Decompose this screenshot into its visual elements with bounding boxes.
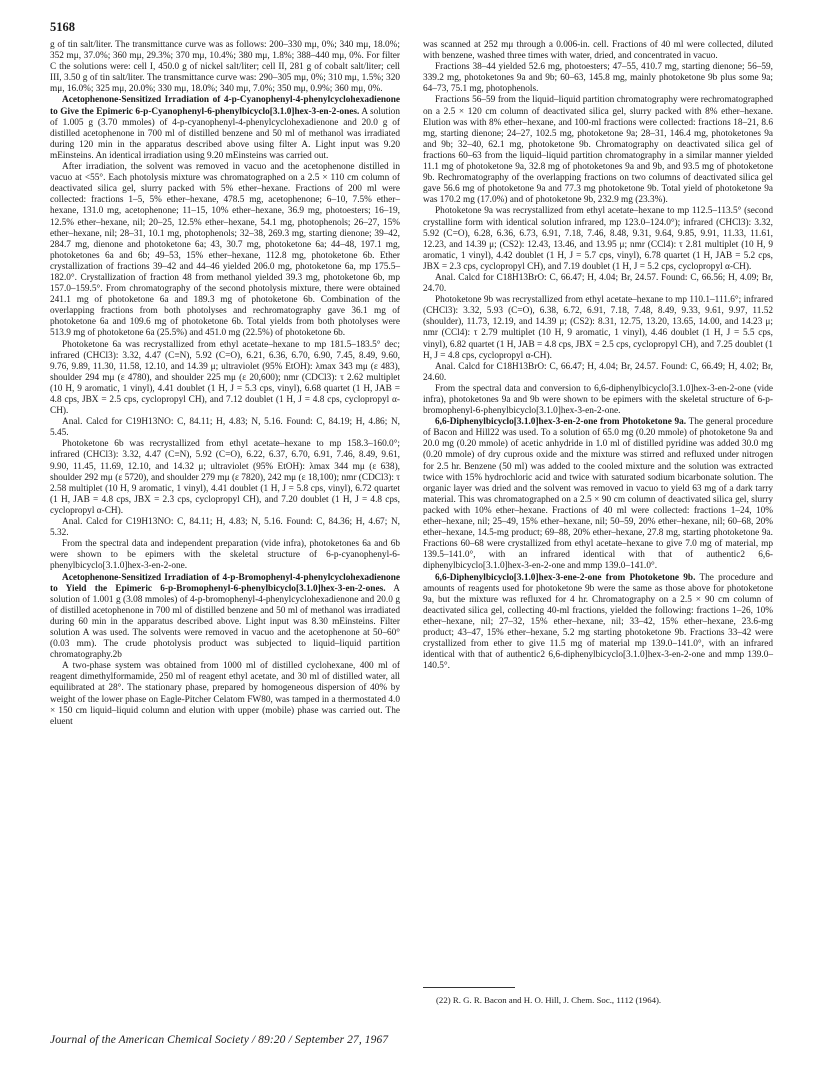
paragraph-text: After irradiation, the solvent was removed in vacuo and the acetophenone distilled in vacuo at <55°. Each photolysis mixture was chromatographed on a 2.5 × 110 cm column of deactivated silica gel, slurry packed with 5% ether–hexane. Fractions of 200 ml were collected: fractions 1–5, 5% ether–hexane, 478.5 mg, acetophenone; 6–10, 7.5% ether–hexane, 131.0 mg, acetophenone; 11–15, 10% ether–hexane, 36.9 mg, photoesters; 16–19, 12.5% ether–hexane, nil; 20–25, 12.5% ether–hexane, 54.1 mg, photophenols; 26–27, 15% ether–hexane, nil; 28–31, 10.1 mg, photophenols; 32–38, 269.3 mg, starting dienone; 39–42, 284.7 mg, dienone and photoketone 6a; 43, 30.7 mg, photoketone 6a; 44–48, 197.1 mg, photoketones 6a and 6b; 49–53, 15% ether–hexane, 112.8 mg, photoketone 6b. Ether crystallization of fractions 39–42 and 44–46 yielded 206.0 mg, photoketone 6a, mp 175.5–182.0°. Crystallization of fraction 48 from methanol yielded 39.3 mg, photoketone 6b, mp 157.0–159.5°. From chromatography of the second photolysis mixture, there were obtained 241.1 mg of photoketone 6a and 189.3 mg of photoketone 6b. Combination of the overlapping fractions from both photolyses and rechromatography gave 36.1 mg of photoketone 6a and 109.6 mg of photoketone 6b. Total yields from both photolyses were 513.9 mg of photoketone 6a (25.5%) and 451.0 mg (22.5%) of photoketone 6b. (50, 162, 400, 339)
paragraph (50, 95, 400, 162)
paragraph (50, 573, 400, 662)
right-text-column (423, 40, 773, 672)
paragraph-text: g of tin salt/liter. The transmittance curve was as follows: 200–330 mμ, 0%; 340 mμ, 18.0%; 352 mμ, 37.0%; 360 mμ, 29.3%; 370 mμ, 10.4%; 380 mμ, 1.8%; 388–440 mμ, 0%. For filter C the solutions were: cell I, 450.0 g of nickel salt/liter; cell II, 281 g of cobalt salt/liter; cell III, 3.50 g of tin salt/liter. The transmittance curve was: 290–305 mμ, 0%; 310 mμ, 1.5%; 320 mμ, 16.0%; 325 mμ, 20.0%; 330 mμ, 18.0%; 340 mμ, 7.0%; 350 mμ, 0.9%; 360 mμ, 0%. (50, 40, 400, 95)
paragraph-text: From the spectral data and conversion to 6,6-diphenylbicyclo[3.1.0]hex-3-en-2-one (vide infra), photoketones 9a and 9b were shown to be epimers with the skeletal structure of 6-p-bromophenyl-6-phenylbicyclo[3.1.0]hex-3-en-2-one. (423, 383, 773, 417)
paragraph (423, 95, 773, 206)
paragraph (423, 417, 773, 572)
paragraph-text: Photoketone 6a was recrystallized from ethyl acetate–hexane to mp 181.5–183.5° dec; infrared (CHCl3): 3.32, 4.47 (C≡N), 5.92 (C=O), 6.21, 6.36, 6.70, 6.90, 7.45, 8.49, 9.60, 9.76, 9.89, 11.30, 11.58, 12.10, and 14.39 μ; ultraviolet (95% EtOH): λmax 343 mμ (ε 483), shoulder 294 mμ (ε 4780), and shoulder 225 mμ (ε 20,600); nmr (CDCl3): τ 2.62 multiplet (10 H, 9 aromatic, 1 vinyl), 4.41 doublet (1 H, J = 5.3 cps, vinyl), 6.68 quartet (1 H, JAB = 4.8 cps, JBX = 2.5 cps, cyclopropyl CH), and 7.12 doublet (1 H, J = 4.8 cps, cyclopropyl α-CH). (50, 339, 400, 417)
section-heading: Acetophenone-Sensitized Irradiation of 4-p-Bromophenyl-4-phenylcyclohexadienone to Yield the Epimeric 6-p-Bromophenyl-6-phenylbicyclo[3.1.0]hex-3-en-2-ones. (50, 572, 400, 594)
section-heading: 6,6-Diphenylbicyclo[3.1.0]hex-3-ene-2-one from Photoketone 9b. (435, 572, 696, 583)
paragraph (50, 340, 400, 418)
footnote-divider (423, 987, 515, 988)
footnote-reference: (22) R. G. R. Bacon and H. O. Hill, J. Chem. Soc., 1112 (1964). (436, 995, 662, 1005)
section-heading: Acetophenone-Sensitized Irradiation of 4-p-Cyanophenyl-4-phenylcyclohexadienone to Give the Epimeric 6-p-Cyanophenyl-6-phenylbicyclo[3.1.0]hex-3-en-2-ones. (50, 95, 400, 117)
paragraph-text: A solution of 1.001 g (3.08 mmoles) of 4-p-bromophenyl-4-phenylcyclohexadienone and 20.0 g of distilled acetophenone in 700 ml of distilled benzene and 50 ml of methanol was irradiated during 60 min in the apparatus described above. Light input was 8.30 mEinsteins. Filter solution A was used. The solvents were removed in vacuo and the acetophenone at 50–60° (0.03 mm). The crude photolysis product was subjected to liquid–liquid partition chromatography.2b (50, 583, 400, 661)
section-heading: 6,6-Diphenylbicyclo[3.1.0]hex-3-en-2-one from Photoketone 9a. (435, 417, 687, 428)
paragraph-text: Photoketone 9b was recrystallized from ethyl acetate–hexane to mp 110.1–111.6°; infrared (CHCl3): 3.32, 5.93 (C=O), 6.38, 6.72, 6.91, 7.18, 7.48, 8.49, 9.33, 9.61, 9.97, 11.52 (shoulder), 11.73, 12.19, and 14.39 μ; (CS2): 8.31, 12.75, 13.20, 13.65, 14.00, and 14.23 μ; nmr (CCl4): τ 2.79 multiplet (10 H, 9 aromatic, 1 vinyl), 4.46 doublet (1 H, J = 5.5 cps, vinyl), 6.82 quartet (1 H, JAB = 4.8 cps, JBX = 2.5 cps, cyclopropyl CH), and 7.25 doublet (1 H, J = 4.8 cps, cyclopropyl α-CH). (423, 295, 773, 361)
paragraph (423, 40, 773, 62)
page-number: 5168 (50, 20, 75, 34)
paragraph (423, 384, 773, 417)
paragraph-text: Fractions 56–59 from the liquid–liquid partition chromatography were rechromatographed on a 2.5 × 120 cm column of deactivated silica gel, slurry packed with 8% ether–hexane. Elution was with 8% ether–hexane, and 100-ml fractions were collected: fractions 18–21, 8.6 mg, starting dienone; 24–27, 102.5 mg, photoketone 9a; 28–31, 146.4 mg, photoketones 9a and 9b; 32–40, 62.1 mg, photoketone 9b. Chromatography on deactivated silica gel of fractions 60–63 from the liquid–liquid partition chromatography in a similar manner yielded 11.1 mg of photoketone 9a, 32.8 mg of photoketones 9a and 9b, and 93.5 mg of photoketone 9b. Rechromatography of the overlapping fractions on two columns of deactivated silica gel gave 56.6 mg of photoketone 9a and 77.3 mg photoketone 9b. Total yield of photoketone 9a was 170.2 mg (17.0%) and of photoketone 9b, 232.9 mg (23.3%). (423, 95, 773, 206)
paragraph (423, 573, 773, 673)
left-text-column (50, 40, 400, 728)
paragraph-text: A two-phase system was obtained from 1000 ml of distilled cyclohexane, 400 ml of reagent dimethylformamide, 250 ml of reagent ethyl acetate, and 30 ml of distilled water, all equilibrated at 28°. The stationary phase, prepared by homogeneous dispersion of 40% by weight of the lower phase on Eagle-Pitcher Celatom FW80, was tamped in a thermostated 4.0 × 150 cm liquid–liquid column and elution with upper (mobile) phase was carried out. The eluent (50, 661, 400, 727)
paragraph-text: Anal. Calcd for C18H13BrO: C, 66.47; H, 4.04; Br, 24.57. Found: C, 66.49; H, 4.02; Br, 24.60. (423, 361, 773, 383)
paragraph (423, 62, 773, 95)
paragraph (50, 539, 400, 572)
paragraph-text: From the spectral data and independent preparation (vide infra), photoketones 6a and 6b were shown to be epimers with the skeletal structure of 6-p-cyanophenyl-6-phenylbicyclo[3.1.0]hex-3-en-2-one. (50, 539, 400, 572)
paragraph (50, 439, 400, 517)
paragraph-text: Photoketone 9a was recrystallized from ethyl acetate–hexane to mp 112.5–113.5° (second crystalline form with identical solution infrared, mp 123.0–124.0°); infrared (CHCl3): 3.32, 5.92 (C=O), 6.28, 6.36, 6.73, 6.91, 7.18, 7.46, 8.48, 9.31, 9.64, 9.85, 9.91, 11.33, 11.61, 12.23, and 14.39 μ; (CS2): 12.43, 13.46, and 13.95 μ; nmr (CCl4): τ 2.81 multiplet (10 H, 9 aromatic, 1 vinyl), 4.42 doublet (1 H, J = 5.7 cps, vinyl), 6.78 quartet (1 H, JAB = 5.2 cps, JBX = 2.3 cps, cyclopropyl CH), and 7.19 doublet (1 H, J = 5.2 cps, cyclopropyl α-CH). (423, 206, 773, 272)
paragraph-text: was scanned at 252 mμ through a 0.006-in. cell. Fractions of 40 ml were collected, diluted with benzene, washed three times with water, dried, and concentrated in vacuo. (423, 40, 773, 62)
paragraph (50, 517, 400, 539)
paragraph (50, 162, 400, 340)
paragraph (50, 417, 400, 439)
paragraph-text: A solution of 1.005 g (3.70 mmoles) of 4-p-cyanophenyl-4-phenylcyclohexadienone and 20.0 g of distilled acetophenone in 700 ml of distilled benzene and 50 ml of methanol was irradiated during 120 min in the apparatus described above using filter A. Light input was 9.20 mEinsteins. An identical irradiation using 9.20 mEinsteins was carried out. (50, 106, 400, 161)
paragraph (50, 661, 400, 728)
paragraph (423, 273, 773, 295)
paragraph (423, 295, 773, 362)
paragraph (423, 362, 773, 384)
paragraph-text: Anal. Calcd for C19H13NO: C, 84.11; H, 4.83; N, 5.16. Found: C, 84.36; H, 4.67; N, 5.32. (50, 517, 400, 539)
paragraph (50, 40, 400, 95)
paragraph-text: Anal. Calcd for C18H13BrO: C, 66.47; H, 4.04; Br, 24.57. Found: C, 66.56; H, 4.09; Br, 24.70. (423, 272, 773, 295)
paragraph-text: The procedure and amounts of reagents used for photoketone 9b were the same as those above for photoketone 9a, but the mixture was refluxed for 4 hr. Chromatography on a 2.5 × 90 cm column of deactivated silica gel, collecting 40-ml fractions, yielded the following: fractions 1–26, 10% ether–hexane, nil; 27–32, 15% ether–hexane, nil; 33–42, 15% ether–hexane, 23.6-mg product; 43–47, 15% ether–hexane, 5.2 mg starting photoketone 9b. Fractions 33–42 were crystallized from ether to give 11.5 mg of material mp 139.0–141.0°, with an infrared identical with that of authentic2 6,6-diphenylbicyclo[3.1.0]hex-3-en-2-one and mmp 139.0–140.5°. (423, 572, 773, 672)
paragraph-text: Fractions 38–44 yielded 52.6 mg, photoesters; 47–55, 410.7 mg, starting dienone; 56–59, 339.2 mg, photoketones 9a and 9b; 60–63, 145.8 mg, mainly photoketone 9b plus some 9a; 64–73, 75.1 mg, photophenols. (423, 62, 773, 95)
paragraph-text: Anal. Calcd for C19H13NO: C, 84.11; H, 4.83; N, 5.16. Found: C, 84.19; H, 4.86; N, 5.45. (50, 417, 400, 439)
journal-footer: Journal of the American Chemical Society / 89:20 / September 27, 1967 (50, 1034, 389, 1046)
paragraph-text: The general procedure of Bacon and Hill22 was used. To a solution of 65.0 mg (0.20 mmole) of photoketone 9a and 20.0 mg (0.20 mmole) of acetic anhydride in 1.0 ml of distilled pyridine was added 30.0 mg (0.20 mmole) of dry cuprous oxide and the mixture was stirred and refluxed under nitrogen for 2.5 hr. Benzene (50 ml) was added to the cooled mixture and the solution was extracted twice with 15% hydrochloric acid and twice with saturated sodium bicarbonate solution. The organic layer was dried and the solvent was removed in vacuo to yield 63 mg of a dark tarry material. This was chromatographed on a 2.5 × 90 cm column of deactivated silica gel, slurry packed with 10% ether–hexane. Fractions of 40 ml were collected: fractions 1–24, 10% ether–hexane, nil; 25–49, 15% ether–hexane, nil; 50–59, 20% ether–hexane, nil; 60–68, 20% ether–hexane, 14.5-mg product; 69–88, 20% ether–hexane, 27.8 mg, starting photoketone 9a. Fractions 60–68 were crystallized from ethyl acetate–hexane to give 7.0 mg of material, mp 139.5–141.0°, with an infrared identical with that of authentic2 6,6-diphenylbicyclo[3.1.0]hex-3-en-2-one and mmp 139.0–141.0°. (423, 417, 774, 572)
paragraph (423, 206, 773, 273)
paragraph-text: Photoketone 6b was recrystallized from ethyl acetate–hexane to mp 158.3–160.0°; infrared (CHCl3): 3.32, 4.47 (C≡N), 5.92 (C=O), 6.22, 6.37, 6.70, 6.91, 7.46, 8.49, 9.61, 9.90, 11.45, 11.69, 12.10, and 14.32 μ; ultraviolet (95% EtOH): λmax 344 mμ (ε 638), shoulder 292 mμ (ε 5720), and shoulder 279 mμ (ε 7820), 242 mμ (ε 18,100); nmr (CDCl3): τ 2.58 multiplet (10 H, 9 aromatic, 1 vinyl), 4.41 doublet (1 H, J = 5.8 cps, vinyl), 6.72 quartet (1 H, JAB = 4.8 cps, JBX = 2.3 cps, cyclopropyl CH), and 7.20 doublet (1 H, J = 4.8 cps, cyclopropyl α-CH). (50, 439, 400, 516)
